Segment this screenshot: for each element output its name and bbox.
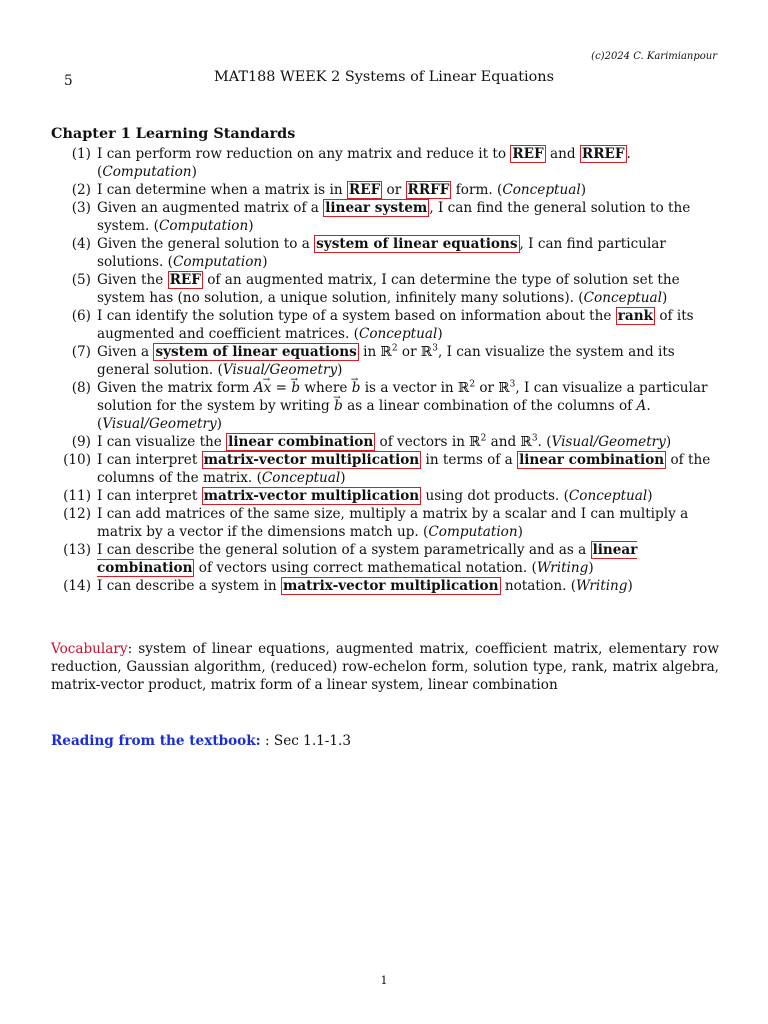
standard-text: , I can visualize the system and its general solution. ( (97, 344, 675, 378)
italic-text: Computation (172, 254, 263, 270)
keyword-highlight: linear combination (228, 434, 374, 450)
standard-text: I can interpret (97, 488, 202, 504)
standard-number: (6) (71, 308, 91, 324)
italic-text: A (253, 380, 264, 396)
standard-text: of vectors in ℝ (375, 434, 481, 450)
standard-text: I can perform row reduction on any matrix and reduce it to (97, 146, 511, 162)
standard-number: (12) (63, 506, 91, 522)
superscript: 2 (480, 433, 487, 444)
standard-text: ) (580, 182, 587, 198)
standard-number: (11) (63, 488, 91, 504)
standard-text: , I can visualize a particular solution for the system by writing (97, 380, 708, 414)
standard-text: of the columns of the matrix. ( (97, 452, 711, 486)
standard-text: ) (647, 488, 653, 504)
standard-item (51, 307, 719, 343)
reading-section (51, 733, 351, 749)
italic-text: Conceptual (568, 488, 648, 504)
standard-text: ) (248, 218, 254, 234)
chapter-heading: Chapter 1 Learning Standards (51, 125, 296, 142)
standard-text: or ℝ (397, 344, 433, 360)
standard-number: (10) (63, 452, 91, 468)
italic-text: Computation (158, 218, 249, 234)
italic-text: Conceptual (502, 182, 581, 198)
italic-text: Conceptual (583, 290, 662, 306)
standard-text: of its augmented and coefficient matrices. ( (97, 308, 694, 342)
standard-item (51, 145, 719, 181)
vocabulary-label: Vocabulary (51, 641, 128, 657)
standard-item (51, 379, 719, 433)
standard-item (51, 451, 719, 487)
standard-text: ) (588, 560, 594, 576)
standard-item (51, 505, 719, 541)
italic-text: Visual/Geometry (551, 434, 666, 450)
standard-text: form. ( (451, 182, 503, 198)
superscript: 2 (469, 379, 476, 390)
keyword-highlight: REF (169, 272, 201, 288)
standard-text: is a vector in ℝ (360, 380, 470, 396)
superscript: 2 (391, 343, 398, 354)
italic-text: Visual/Geometry (222, 362, 338, 378)
standard-text: ) (191, 164, 197, 180)
standard-number: (8) (71, 380, 91, 396)
standard-text: = (271, 380, 292, 396)
standard-text: . ( (537, 434, 552, 450)
vocabulary-paragraph (51, 640, 719, 694)
copyright-notice: (c)2024 C. Karimianpour (591, 51, 717, 62)
standard-text: using dot products. ( (421, 488, 569, 504)
standard-number: (13) (63, 542, 91, 558)
standard-number: (14) (63, 578, 91, 594)
italic-text: Computation (102, 164, 192, 180)
superscript: 3 (432, 343, 438, 354)
standard-number: (5) (71, 272, 91, 288)
standard-text: I can interpret (97, 452, 202, 468)
standard-text: I can determine when a matrix is in (97, 182, 347, 198)
standard-text: in terms of a (421, 452, 518, 468)
italic-text: A (636, 398, 647, 414)
vector-symbol: → x (264, 380, 272, 396)
standard-number: (1) (71, 146, 91, 162)
standard-text: or (382, 182, 406, 198)
standard-text: ) (216, 416, 222, 432)
standard-text: ) (665, 434, 672, 450)
keyword-highlight: rank (617, 308, 654, 324)
keyword-highlight: matrix-vector multiplication (282, 578, 499, 594)
vocabulary-text: : system of linear equations, augmented matrix, coefficient matrix, elementary row reduction, Gaussian algorithm, (reduced) row-echelon form, solution type, rank, matrix algebra, matrix-vector product, matrix form of a linear system, linear combination (51, 641, 719, 693)
keyword-highlight: linear combination (519, 452, 665, 468)
italic-text: Computation (428, 524, 518, 540)
standard-item (51, 199, 719, 235)
standard-text: Given the (97, 272, 168, 288)
italic-text: Writing (576, 578, 628, 594)
standard-text: of an augmented matrix, I can determine the type of solution set the system has (no solution, a unique solution, infinitely many solutions). ( (97, 272, 680, 306)
standard-text: I can identify the solution type of a system based on information about the (97, 308, 616, 324)
standard-item (51, 487, 719, 505)
page-number-top: 5 (64, 73, 73, 89)
superscript: 3 (509, 379, 516, 390)
standard-item (51, 433, 719, 451)
keyword-highlight: RREF (581, 146, 625, 162)
superscript: 3 (531, 433, 538, 444)
page-title: MAT188 WEEK 2 Systems of Linear Equations (214, 69, 554, 85)
standard-text: ) (337, 362, 343, 378)
standard-text: notation. ( (500, 578, 577, 594)
keyword-highlight: matrix-vector multiplication (203, 452, 420, 468)
standard-text: Given the matrix form (97, 380, 254, 396)
standard-text: ) (262, 254, 268, 270)
standard-text: I can describe a system in (97, 578, 281, 594)
standard-text: , I can find the general solution to the system. ( (97, 200, 691, 234)
italic-text: Visual/Geometry (102, 416, 217, 432)
standard-item (51, 181, 719, 199)
vector-symbol: → b (291, 380, 300, 396)
standard-text: of vectors using correct mathematical notation. ( (194, 560, 537, 576)
standard-text: in ℝ (358, 344, 392, 360)
standard-number: (4) (71, 236, 91, 252)
keyword-highlight: linear system (325, 200, 428, 216)
standard-number: (3) (71, 200, 91, 216)
reading-label: Reading from the textbook: (51, 733, 261, 749)
standard-text: where (300, 380, 352, 396)
standard-text: or ℝ (475, 380, 510, 396)
standard-item (51, 577, 719, 595)
standard-text: Given an augmented matrix of a (97, 200, 324, 216)
standard-text: and (545, 146, 580, 162)
standard-text: ) (437, 326, 443, 342)
standard-text: ) (661, 290, 668, 306)
keyword-highlight: linear combination (97, 542, 638, 576)
standard-number: (7) (71, 344, 91, 360)
standard-text: as a linear combination of the columns of (342, 398, 637, 414)
standard-text: Given the general solution to a (97, 236, 315, 252)
standard-text: and ℝ (486, 434, 532, 450)
standard-text: . ( (97, 398, 651, 432)
keyword-highlight: system of linear equations (316, 236, 518, 252)
page-number-footer: 1 (380, 974, 388, 987)
vector-symbol: → b (352, 380, 361, 396)
standard-text: I can add matrices of the same size, multiply a matrix by a scalar and I can multiply a matrix by a vector if the dimensions match up. ( (97, 506, 689, 540)
standard-text: ) (340, 470, 346, 486)
italic-text: Conceptual (358, 326, 438, 342)
keyword-highlight: RRFF (407, 182, 450, 198)
italic-text: Writing (536, 560, 589, 576)
standard-text: ) (517, 524, 523, 540)
keyword-highlight: system of linear equations (155, 344, 357, 360)
standard-item (51, 541, 719, 577)
standard-text: I can describe the general solution of a system parametrically and as a (97, 542, 591, 558)
standard-number: (9) (71, 434, 91, 450)
standard-text: Given a (97, 344, 154, 360)
standard-item (51, 343, 719, 379)
standard-text: I can visualize the (97, 434, 227, 450)
vector-symbol: → b (334, 398, 343, 414)
learning-standards-list (51, 145, 719, 595)
standard-text: ) (627, 578, 633, 594)
standard-item (51, 235, 719, 271)
standard-text: . ( (97, 146, 631, 180)
standard-text: , I can find particular solutions. ( (97, 236, 666, 270)
keyword-highlight: matrix-vector multiplication (203, 488, 420, 504)
standard-item (51, 271, 719, 307)
standard-number: (2) (71, 182, 91, 198)
italic-text: Conceptual (261, 470, 341, 486)
reading-text: : Sec 1.1-1.3 (260, 733, 352, 749)
keyword-highlight: REF (348, 182, 381, 198)
keyword-highlight: REF (512, 146, 544, 162)
